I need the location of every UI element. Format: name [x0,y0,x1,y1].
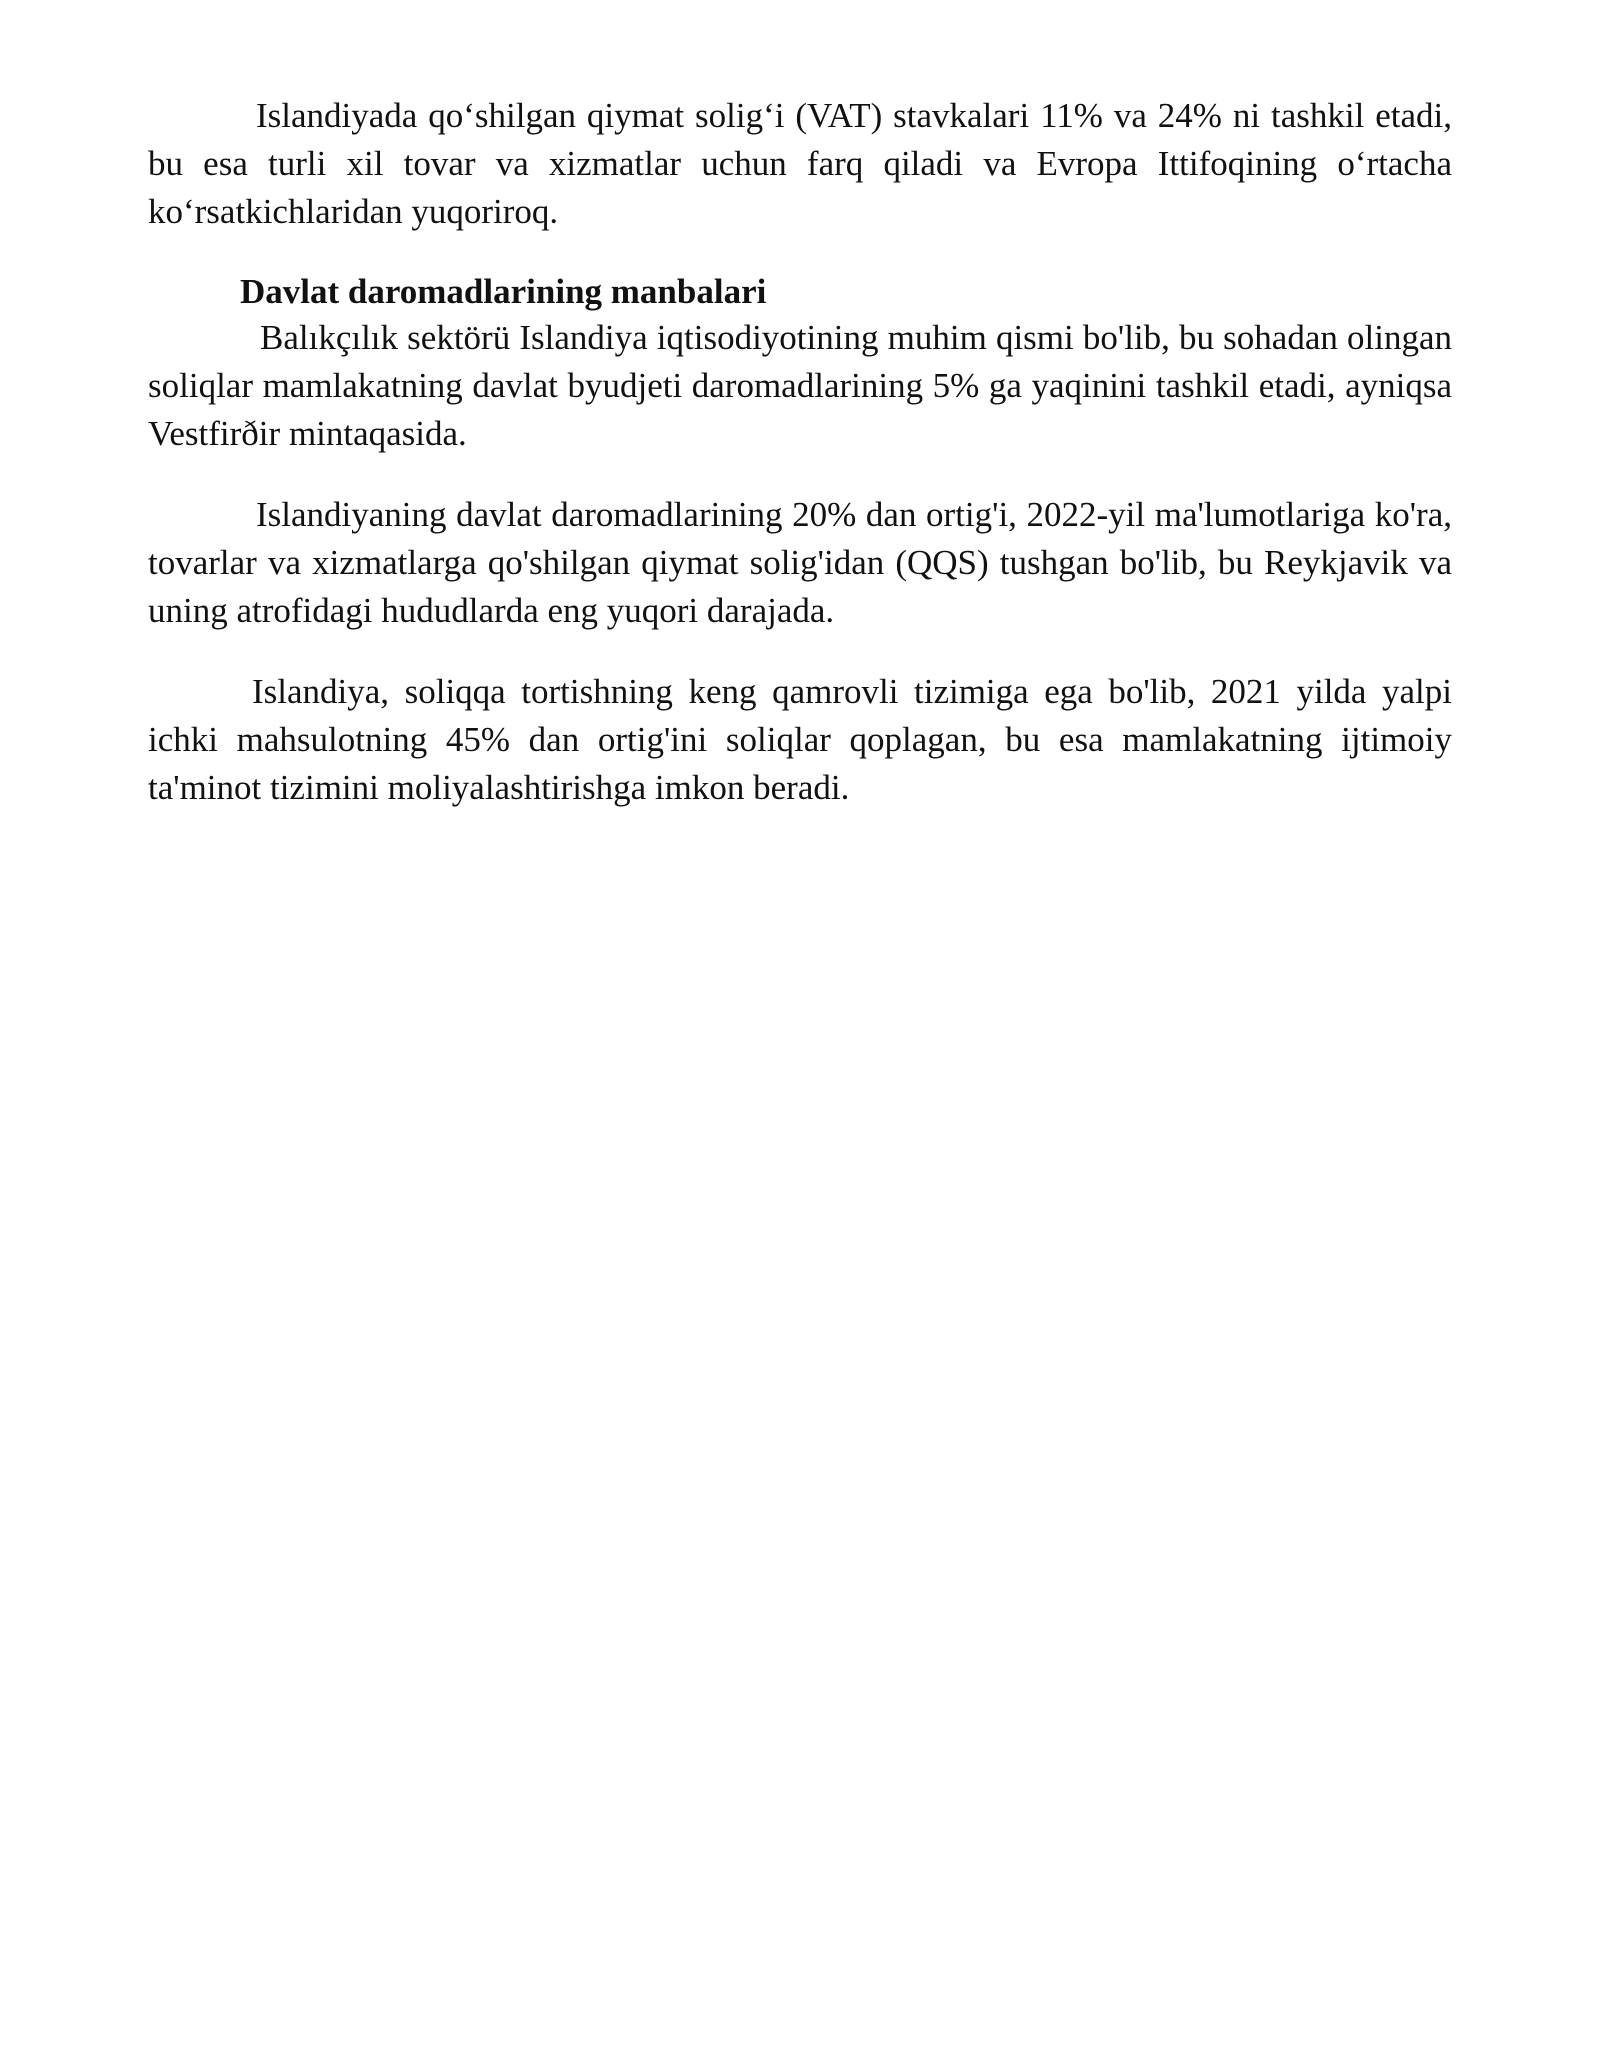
paragraph-tax-system: Islandiya, soliqqa tortishning keng qamrovli tizimiga ega bo'lib, 2021 yilda yalpi ichki mahsulotning 45% dan ortig'ini soliqlar qoplagan, bu esa mamlakatning ijtimoiy ta'minot tizimini moliyalashtirishga imkon beradi. [148,672,1452,807]
paragraph-vat-rates: Islandiyada qo‘shilgan qiymat solig‘i (VAT) stavkalari 11% va 24% ni tashkil etadi, bu esa turli xil tovar va xizmatlar uchun farq qiladi va Evropa Ittifoqining o‘rtacha ko‘rsatkichlaridan yuqoriroq. [148,96,1452,231]
paragraph-vat-revenue: Islandiyaning davlat daromadlarining 20% dan ortig'i, 2022-yil ma'lumotlariga ko'ra, tovarlar va xizmatlarga qo'shilgan qiymat solig'idan (QQS) tushgan bo'lib, bu Reykjavik va uning atrofidagi hududlarda eng yuqori darajada. [148,495,1452,630]
paragraph-fishing-sector: Balıkçılık sektörü Islandiya iqtisodiyotining muhim qismi bo'lib, bu sohadan olingan soliqlar mamlakatning davlat byudjeti daromadlarining 5% ga yaqinini tashkil etadi, ayniqsa Vestfirðir mintaqasida. [148,318,1452,453]
document-body [148,92,1452,812]
section-heading: Davlat daromadlarining manbalari [240,272,767,311]
